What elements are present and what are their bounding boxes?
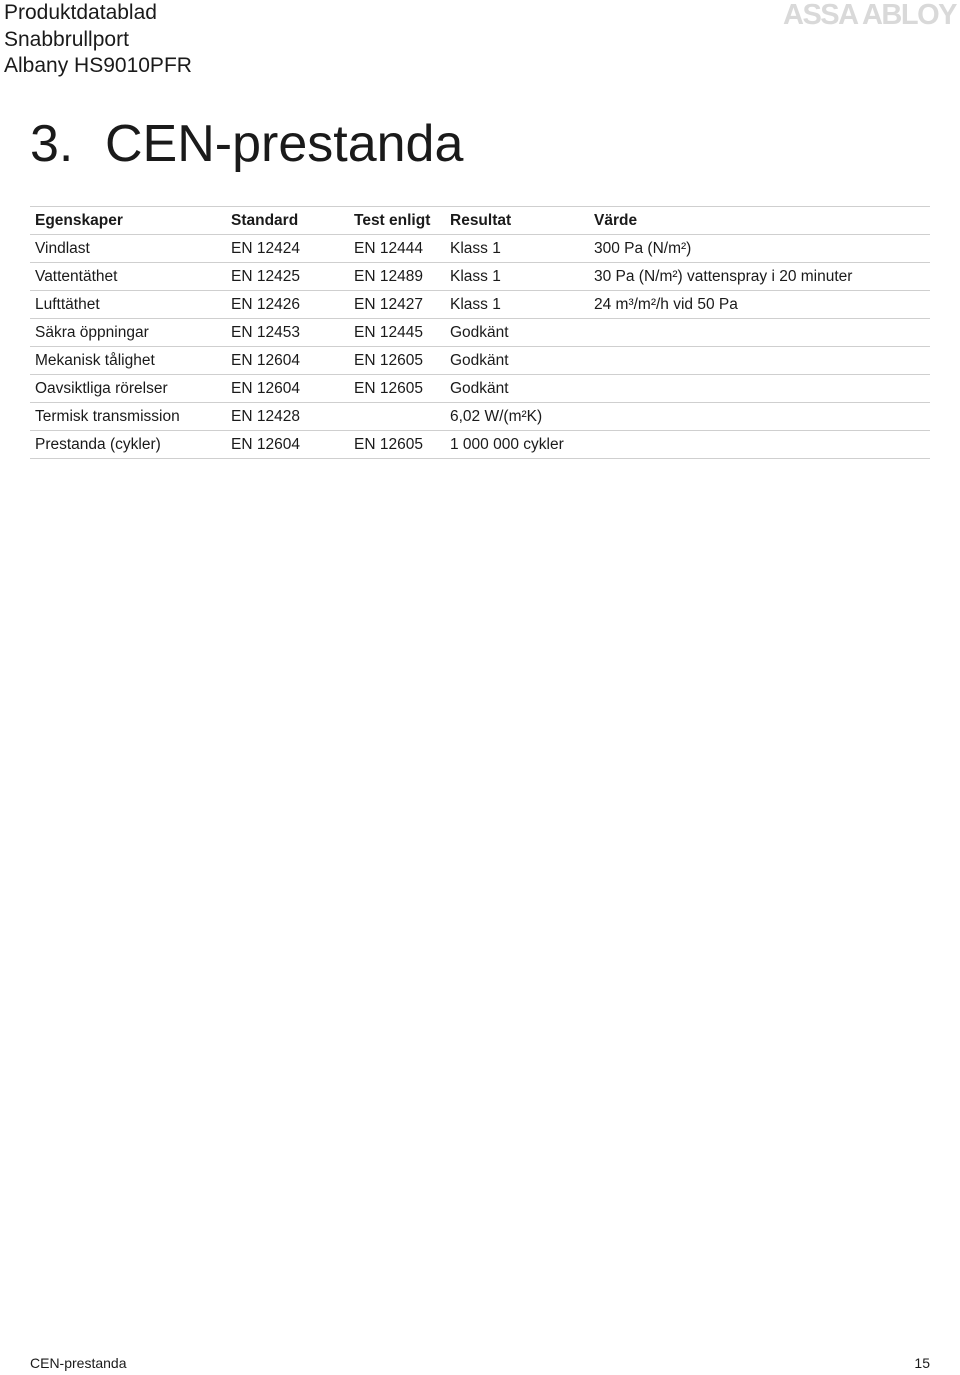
cell-varde: 24 m³/m²/h vid 50 Pa: [589, 291, 930, 319]
cell-standard: EN 12428: [226, 403, 349, 431]
section-title: [30, 112, 463, 176]
column-header-resultat: Resultat: [445, 207, 589, 235]
cell-resultat: Klass 1: [445, 291, 589, 319]
cell-resultat: Klass 1: [445, 235, 589, 263]
document-type: Produktdatablad: [4, 1, 157, 24]
cell-standard: EN 12453: [226, 319, 349, 347]
cell-test-enligt: EN 12605: [349, 431, 445, 459]
cell-standard: EN 12604: [226, 431, 349, 459]
cell-resultat: 1 000 000 cykler: [445, 431, 589, 459]
cell-egenskaper: Säkra öppningar: [30, 319, 226, 347]
cell-test-enligt: EN 12427: [349, 291, 445, 319]
cell-test-enligt: EN 12489: [349, 263, 445, 291]
cell-standard: EN 12424: [226, 235, 349, 263]
document-footer: [30, 1354, 930, 1372]
product-name: Albany HS9010PFR: [4, 54, 192, 77]
cell-test-enligt: EN 12445: [349, 319, 445, 347]
cell-egenskaper: Prestanda (cykler): [30, 431, 226, 459]
column-header-egenskaper: Egenskaper: [30, 207, 226, 235]
cell-egenskaper: Oavsiktliga rörelser: [30, 375, 226, 403]
cell-standard: EN 12604: [226, 375, 349, 403]
cell-varde: 300 Pa (N/m²): [589, 235, 930, 263]
cell-egenskaper: Lufttäthet: [30, 291, 226, 319]
cell-egenskaper: Vindlast: [30, 235, 226, 263]
cell-resultat: 6,02 W/(m²K): [445, 403, 589, 431]
cell-test-enligt: EN 12605: [349, 347, 445, 375]
footer-section-label: CEN-prestanda: [30, 1355, 127, 1371]
cell-varde: [589, 431, 930, 459]
cell-varde: [589, 347, 930, 375]
cell-test-enligt: EN 12605: [349, 375, 445, 403]
table-row: [30, 319, 930, 347]
cell-standard: EN 12425: [226, 263, 349, 291]
page-number: 15: [914, 1355, 930, 1371]
cell-standard: EN 12604: [226, 347, 349, 375]
table-header-row: [30, 207, 930, 235]
cell-varde: [589, 375, 930, 403]
document-header: [4, 0, 192, 80]
column-header-standard: Standard: [226, 207, 349, 235]
cell-egenskaper: Vattentäthet: [30, 263, 226, 291]
cell-egenskaper: Termisk transmission: [30, 403, 226, 431]
table-row: [30, 263, 930, 291]
cell-standard: EN 12426: [226, 291, 349, 319]
cell-test-enligt: [349, 403, 445, 431]
cell-resultat: Klass 1: [445, 263, 589, 291]
table-row: [30, 235, 930, 263]
section-title-text: CEN-prestanda: [105, 115, 464, 173]
cell-varde: [589, 319, 930, 347]
table-row: [30, 347, 930, 375]
column-header-varde: Värde: [589, 207, 930, 235]
table-row: [30, 403, 930, 431]
table-row: [30, 291, 930, 319]
cell-resultat: Godkänt: [445, 319, 589, 347]
product-category: Snabbrullport: [4, 27, 129, 51]
assa-abloy-logo: ASSA ABLOY: [783, 0, 956, 31]
cell-resultat: Godkänt: [445, 375, 589, 403]
column-header-test-enligt: Test enligt: [349, 207, 445, 235]
cell-resultat: Godkänt: [445, 347, 589, 375]
cell-test-enligt: EN 12444: [349, 235, 445, 263]
cell-varde: [589, 403, 930, 431]
table-row: [30, 431, 930, 459]
table-row: [30, 375, 930, 403]
cell-egenskaper: Mekanisk tålighet: [30, 347, 226, 375]
performance-table: [30, 206, 930, 459]
cell-varde: 30 Pa (N/m²) vattenspray i 20 minuter: [589, 263, 930, 291]
section-number: 3.: [30, 115, 74, 173]
